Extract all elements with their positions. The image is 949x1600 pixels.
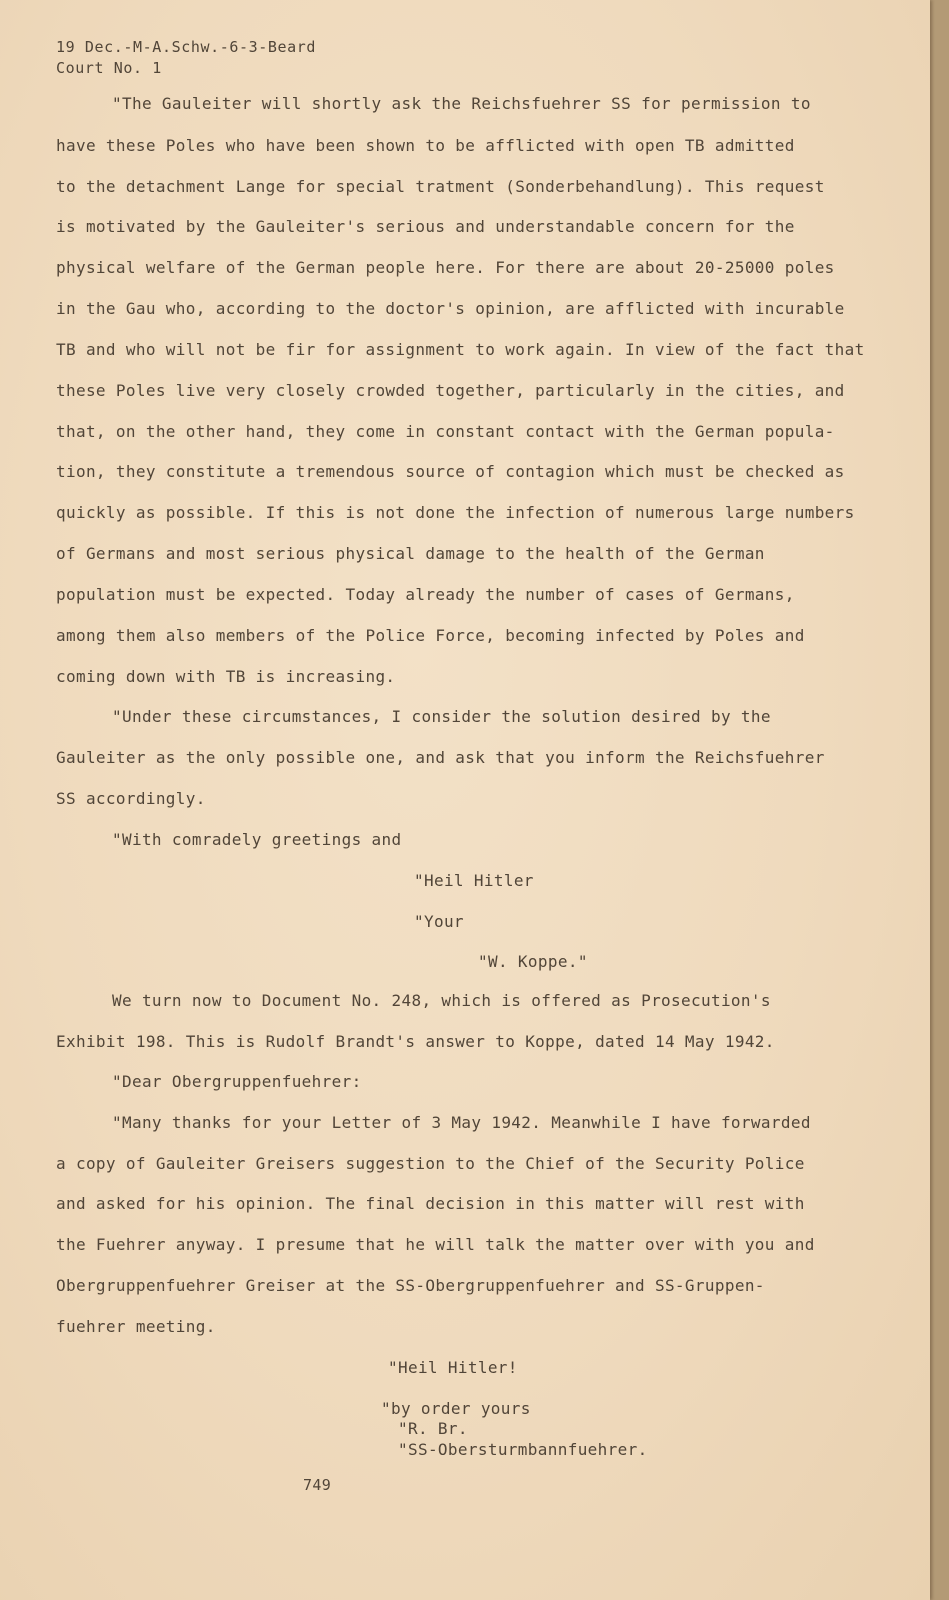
text-line: "Under these circumstances, I consider the solution desired by the: [112, 707, 771, 726]
closing-line: "Your: [414, 912, 464, 931]
signature-line: "W. Koppe.": [478, 952, 588, 971]
text-line: fuehrer meeting.: [56, 1317, 216, 1336]
text-line: TB and who will not be fir for assignment to work again. In view of the fact that: [56, 340, 865, 359]
text-line: among them also members of the Police Force, becoming infected by Poles and: [56, 626, 805, 645]
text-line: the Fuehrer anyway. I presume that he will talk the matter over with you and: [56, 1235, 815, 1254]
text-line: population must be expected. Today already the number of cases of Germans,: [56, 585, 795, 604]
header-line-1: 19 Dec.-M-A.Schw.-6-3-Beard: [56, 38, 317, 56]
signature-line: "SS-Obersturmbannfuehrer.: [398, 1440, 648, 1459]
closing-line: "Heil Hitler!: [388, 1358, 518, 1377]
text-line: "The Gauleiter will shortly ask the Reichsfuehrer SS for permission to: [112, 94, 811, 113]
closing-line: "by order yours: [381, 1399, 531, 1418]
closing-line: "Heil Hitler: [414, 871, 534, 890]
text-line: SS accordingly.: [56, 789, 206, 808]
text-line: and asked for his opinion. The final decision in this matter will rest with: [56, 1194, 805, 1213]
text-line: is motivated by the Gauleiter's serious and understandable concern for the: [56, 217, 795, 236]
text-line: Exhibit 198. This is Rudolf Brandt's answer to Koppe, dated 14 May 1942.: [56, 1032, 775, 1051]
text-line: "Many thanks for your Letter of 3 May 1942. Meanwhile I have forwarded: [112, 1113, 811, 1132]
text-line: Gauleiter as the only possible one, and ask that you inform the Reichsfuehrer: [56, 748, 825, 767]
text-line: in the Gau who, according to the doctor's opinion, are afflicted with incurable: [56, 299, 845, 318]
text-line: coming down with TB is increasing.: [56, 667, 396, 686]
page-number: 749: [303, 1476, 332, 1494]
signature-line: "R. Br.: [398, 1419, 468, 1438]
text-line: a copy of Gauleiter Greisers suggestion to the Chief of the Security Police: [56, 1154, 805, 1173]
text-line: "Dear Obergruppenfuehrer:: [112, 1072, 362, 1091]
text-line: physical welfare of the German people here. For there are about 20-25000 poles: [56, 258, 835, 277]
page-edge: [930, 0, 949, 1600]
text-line: of Germans and most serious physical damage to the health of the German: [56, 544, 765, 563]
text-line: We turn now to Document No. 248, which is offered as Prosecution's: [112, 991, 771, 1010]
text-line: Obergruppenfuehrer Greiser at the SS-Obergruppenfuehrer and SS-Gruppen-: [56, 1276, 765, 1295]
text-line: to the detachment Lange for special tratment (Sonderbehandlung). This request: [56, 177, 825, 196]
text-line: have these Poles who have been shown to be afflicted with open TB admitted: [56, 136, 795, 155]
text-line: quickly as possible. If this is not done the infection of numerous large numbers: [56, 503, 855, 522]
text-line: that, on the other hand, they come in constant contact with the German popula-: [56, 422, 835, 441]
text-line: tion, they constitute a tremendous source of contagion which must be checked as: [56, 462, 845, 481]
text-line: "With comradely greetings and: [112, 830, 402, 849]
header-line-2: Court No. 1: [56, 59, 162, 77]
text-line: these Poles live very closely crowded together, particularly in the cities, and: [56, 381, 845, 400]
